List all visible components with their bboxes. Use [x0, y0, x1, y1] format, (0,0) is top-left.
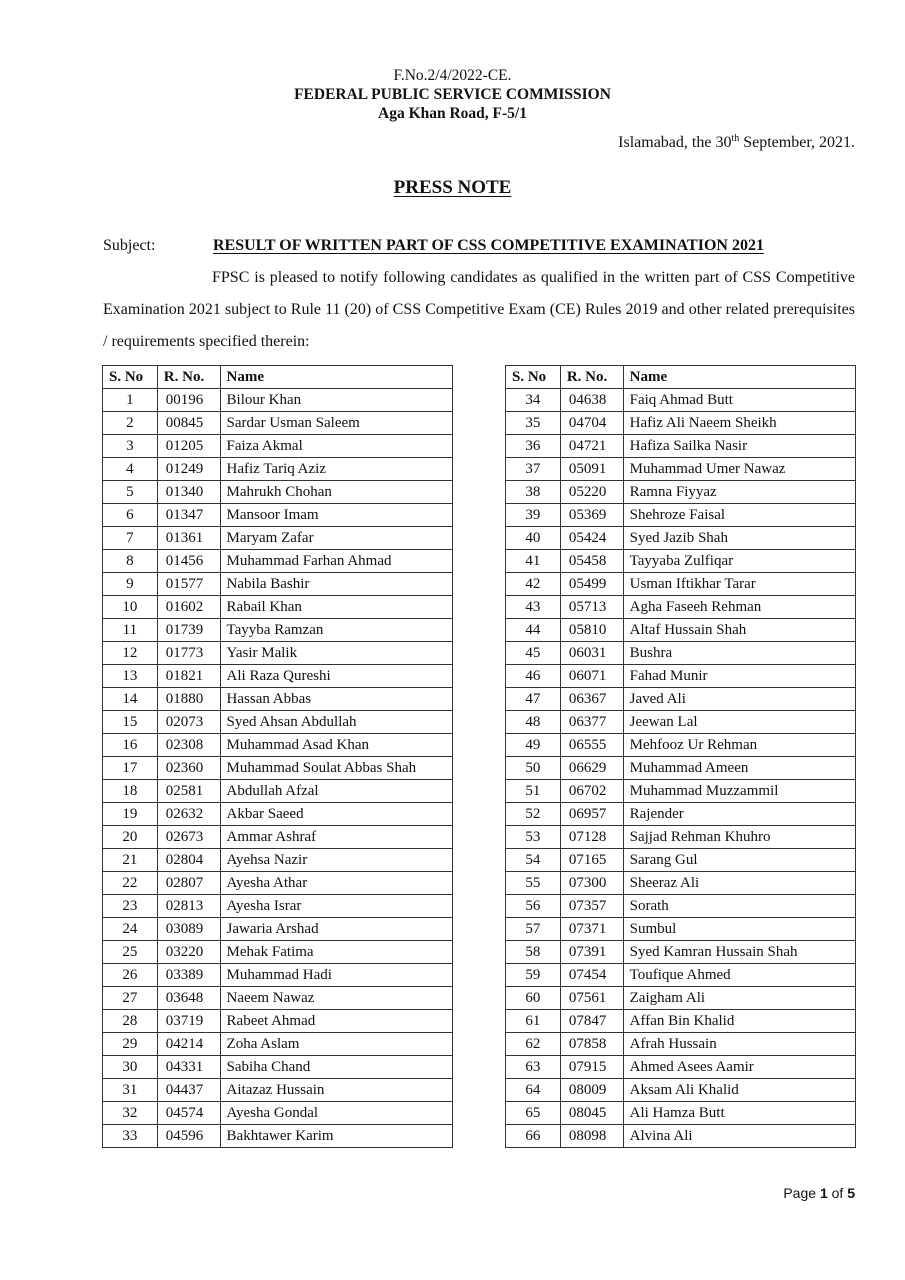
roll-no-cell: 06031 [560, 642, 623, 665]
serial-no-cell: 54 [506, 849, 561, 872]
roll-no-cell: 03648 [157, 987, 220, 1010]
table-row [506, 987, 856, 1010]
candidate-name-cell: Mahrukh Chohan [220, 481, 452, 504]
serial-no-cell: 21 [103, 849, 158, 872]
candidate-name-cell: Hafiza Sailka Nasir [623, 435, 855, 458]
table-row [103, 619, 453, 642]
roll-no-cell: 06702 [560, 780, 623, 803]
roll-no-cell: 07454 [560, 964, 623, 987]
serial-no-cell: 63 [506, 1056, 561, 1079]
roll-no-cell: 01577 [157, 573, 220, 596]
subject-label: Subject: [103, 237, 156, 254]
candidate-name-cell: Yasir Malik [220, 642, 452, 665]
serial-no-cell: 39 [506, 504, 561, 527]
roll-no-cell: 03389 [157, 964, 220, 987]
intro-paragraph: FPSC is pleased to notify following candidates as qualified in the written part of CSS Competitive Examination 2021 subject to Rule 11 (20) of CSS Competitive Exam (CE) Rules 2019 and other related prerequisites / requirements specified therein: [103, 269, 855, 350]
serial-no-cell: 15 [103, 711, 158, 734]
roll-no-cell: 02813 [157, 895, 220, 918]
candidate-name-cell: Rabail Khan [220, 596, 452, 619]
table-row [103, 642, 453, 665]
serial-no-cell: 60 [506, 987, 561, 1010]
serial-no-cell: 24 [103, 918, 158, 941]
roll-no-cell: 06377 [560, 711, 623, 734]
roll-no-cell: 07561 [560, 987, 623, 1010]
page-title [0, 177, 905, 199]
serial-no-cell: 26 [103, 964, 158, 987]
table-row [506, 757, 856, 780]
table-row [506, 619, 856, 642]
table-row [103, 849, 453, 872]
table-row [506, 872, 856, 895]
roll-no-cell: 00196 [157, 389, 220, 412]
table-row [103, 504, 453, 527]
serial-no-cell: 3 [103, 435, 158, 458]
serial-no-cell: 40 [506, 527, 561, 550]
serial-no-cell: 49 [506, 734, 561, 757]
candidate-name-cell: Syed Ahsan Abdullah [220, 711, 452, 734]
serial-no-cell: 27 [103, 987, 158, 1010]
roll-no-cell: 05091 [560, 458, 623, 481]
candidate-name-cell: Sorath [623, 895, 855, 918]
serial-no-cell: 16 [103, 734, 158, 757]
table-row [506, 504, 856, 527]
table-row [506, 550, 856, 573]
serial-no-cell: 8 [103, 550, 158, 573]
table-row [103, 435, 453, 458]
serial-no-cell: 7 [103, 527, 158, 550]
header-name: Name [623, 366, 855, 389]
serial-no-cell: 34 [506, 389, 561, 412]
roll-no-cell: 00845 [157, 412, 220, 435]
candidate-name-cell: Toufique Ahmed [623, 964, 855, 987]
serial-no-cell: 55 [506, 872, 561, 895]
candidate-name-cell: Ayesha Athar [220, 872, 452, 895]
header-roll-no: R. No. [560, 366, 623, 389]
table-row [103, 1125, 453, 1148]
roll-no-cell: 04721 [560, 435, 623, 458]
serial-no-cell: 31 [103, 1079, 158, 1102]
serial-no-cell: 9 [103, 573, 158, 596]
serial-no-cell: 50 [506, 757, 561, 780]
serial-no-cell: 56 [506, 895, 561, 918]
candidate-name-cell: Muhammad Asad Khan [220, 734, 452, 757]
roll-no-cell: 05499 [560, 573, 623, 596]
serial-no-cell: 58 [506, 941, 561, 964]
dateline-sup: th [731, 133, 740, 144]
candidate-name-cell: Syed Kamran Hussain Shah [623, 941, 855, 964]
subject-text: RESULT OF WRITTEN PART OF CSS COMPETITIVE EXAMINATION 2021 [213, 237, 764, 254]
roll-no-cell: 08009 [560, 1079, 623, 1102]
table-row [103, 481, 453, 504]
candidate-name-cell: Muhammad Muzzammil [623, 780, 855, 803]
candidate-name-cell: Sabiha Chand [220, 1056, 452, 1079]
table-header-row [103, 366, 453, 389]
table-row [103, 596, 453, 619]
candidate-name-cell: Muhammad Soulat Abbas Shah [220, 757, 452, 780]
header-name: Name [220, 366, 452, 389]
candidate-name-cell: Aitazaz Hussain [220, 1079, 452, 1102]
roll-no-cell: 01773 [157, 642, 220, 665]
table-row [103, 527, 453, 550]
candidate-name-cell: Muhammad Umer Nawaz [623, 458, 855, 481]
candidate-name-cell: Usman Iftikhar Tarar [623, 573, 855, 596]
candidate-name-cell: Javed Ali [623, 688, 855, 711]
candidate-name-cell: Agha Faseeh Rehman [623, 596, 855, 619]
candidate-name-cell: Fahad Munir [623, 665, 855, 688]
footer-current-page: 1 [819, 1185, 828, 1201]
roll-no-cell: 01739 [157, 619, 220, 642]
roll-no-cell: 02073 [157, 711, 220, 734]
roll-no-cell: 05424 [560, 527, 623, 550]
serial-no-cell: 28 [103, 1010, 158, 1033]
candidate-name-cell: Altaf Hussain Shah [623, 619, 855, 642]
candidate-name-cell: Sheeraz Ali [623, 872, 855, 895]
page-footer [783, 1185, 855, 1201]
candidate-name-cell: Ahmed Asees Aamir [623, 1056, 855, 1079]
roll-no-cell: 02360 [157, 757, 220, 780]
footer-page-word: Page [783, 1185, 820, 1201]
roll-no-cell: 07847 [560, 1010, 623, 1033]
table-row [506, 826, 856, 849]
candidate-name-cell: Jeewan Lal [623, 711, 855, 734]
serial-no-cell: 44 [506, 619, 561, 642]
candidates-table-right [505, 365, 856, 1148]
candidate-name-cell: Shehroze Faisal [623, 504, 855, 527]
candidate-name-cell: Rabeet Ahmad [220, 1010, 452, 1033]
candidate-name-cell: Muhammad Hadi [220, 964, 452, 987]
table-row [506, 1010, 856, 1033]
serial-no-cell: 14 [103, 688, 158, 711]
roll-no-cell: 04596 [157, 1125, 220, 1148]
serial-no-cell: 43 [506, 596, 561, 619]
candidate-name-cell: Maryam Zafar [220, 527, 452, 550]
serial-no-cell: 10 [103, 596, 158, 619]
organization-address: Aga Khan Road, F-5/1 [378, 105, 527, 122]
candidates-table-left [102, 365, 453, 1148]
table-row [506, 481, 856, 504]
serial-no-cell: 42 [506, 573, 561, 596]
roll-no-cell: 05220 [560, 481, 623, 504]
candidate-name-cell: Mansoor Imam [220, 504, 452, 527]
candidate-name-cell: Muhammad Farhan Ahmad [220, 550, 452, 573]
serial-no-cell: 51 [506, 780, 561, 803]
candidate-name-cell: Tayyaba Zulfiqar [623, 550, 855, 573]
serial-no-cell: 22 [103, 872, 158, 895]
table-row [103, 872, 453, 895]
header-roll-no: R. No. [157, 366, 220, 389]
table-row [506, 711, 856, 734]
roll-no-cell: 02308 [157, 734, 220, 757]
table-row [103, 458, 453, 481]
candidate-name-cell: Hafiz Tariq Aziz [220, 458, 452, 481]
roll-no-cell: 08098 [560, 1125, 623, 1148]
roll-no-cell: 04214 [157, 1033, 220, 1056]
table-header-row [506, 366, 856, 389]
roll-no-cell: 02673 [157, 826, 220, 849]
serial-no-cell: 46 [506, 665, 561, 688]
table-row [103, 918, 453, 941]
table-row [103, 780, 453, 803]
table-row [103, 803, 453, 826]
roll-no-cell: 08045 [560, 1102, 623, 1125]
roll-no-cell: 02807 [157, 872, 220, 895]
candidate-name-cell: Rajender [623, 803, 855, 826]
roll-no-cell: 02581 [157, 780, 220, 803]
serial-no-cell: 48 [506, 711, 561, 734]
table-row [103, 688, 453, 711]
table-row [103, 573, 453, 596]
candidate-name-cell: Alvina Ali [623, 1125, 855, 1148]
file-number: F.No.2/4/2022-CE. [393, 67, 512, 84]
candidate-name-cell: Sumbul [623, 918, 855, 941]
candidate-name-cell: Ammar Ashraf [220, 826, 452, 849]
roll-no-cell: 07371 [560, 918, 623, 941]
table-row [506, 596, 856, 619]
candidate-name-cell: Ali Raza Qureshi [220, 665, 452, 688]
candidate-name-cell: Faiq Ahmad Butt [623, 389, 855, 412]
table-row [506, 1033, 856, 1056]
serial-no-cell: 5 [103, 481, 158, 504]
serial-no-cell: 35 [506, 412, 561, 435]
serial-no-cell: 25 [103, 941, 158, 964]
roll-no-cell: 07915 [560, 1056, 623, 1079]
table-row [103, 826, 453, 849]
serial-no-cell: 57 [506, 918, 561, 941]
serial-no-cell: 19 [103, 803, 158, 826]
serial-no-cell: 36 [506, 435, 561, 458]
serial-no-cell: 66 [506, 1125, 561, 1148]
roll-no-cell: 05458 [560, 550, 623, 573]
footer-of-word: of [827, 1185, 848, 1201]
header-serial-no: S. No [103, 366, 158, 389]
table-row [103, 734, 453, 757]
table-row [103, 1056, 453, 1079]
candidate-name-cell: Naeem Nawaz [220, 987, 452, 1010]
candidate-name-cell: Bushra [623, 642, 855, 665]
roll-no-cell: 01361 [157, 527, 220, 550]
roll-no-cell: 06367 [560, 688, 623, 711]
table-row [506, 1056, 856, 1079]
candidate-name-cell: Sajjad Rehman Khuhro [623, 826, 855, 849]
table-row [506, 895, 856, 918]
roll-no-cell: 07165 [560, 849, 623, 872]
roll-no-cell: 06555 [560, 734, 623, 757]
table-row [506, 573, 856, 596]
candidate-name-cell: Affan Bin Khalid [623, 1010, 855, 1033]
candidate-name-cell: Faiza Akmal [220, 435, 452, 458]
serial-no-cell: 47 [506, 688, 561, 711]
table-row [506, 964, 856, 987]
table-row [506, 734, 856, 757]
serial-no-cell: 41 [506, 550, 561, 573]
serial-no-cell: 6 [103, 504, 158, 527]
serial-no-cell: 23 [103, 895, 158, 918]
candidate-name-cell: Sarang Gul [623, 849, 855, 872]
roll-no-cell: 02632 [157, 803, 220, 826]
table-row [506, 665, 856, 688]
table-row [103, 665, 453, 688]
candidate-name-cell: Muhammad Ameen [623, 757, 855, 780]
candidate-name-cell: Aksam Ali Khalid [623, 1079, 855, 1102]
table-row [506, 1102, 856, 1125]
roll-no-cell: 04638 [560, 389, 623, 412]
serial-no-cell: 30 [103, 1056, 158, 1079]
table-row [103, 389, 453, 412]
serial-no-cell: 18 [103, 780, 158, 803]
table-row [103, 1033, 453, 1056]
table-row [506, 527, 856, 550]
table-row [103, 412, 453, 435]
serial-no-cell: 45 [506, 642, 561, 665]
roll-no-cell: 04437 [157, 1079, 220, 1102]
table-row [506, 780, 856, 803]
roll-no-cell: 01340 [157, 481, 220, 504]
candidate-name-cell: Mehfooz Ur Rehman [623, 734, 855, 757]
table-row [103, 987, 453, 1010]
serial-no-cell: 13 [103, 665, 158, 688]
table-row [103, 1102, 453, 1125]
table-row [506, 688, 856, 711]
table-row [506, 1125, 856, 1148]
serial-no-cell: 38 [506, 481, 561, 504]
serial-no-cell: 62 [506, 1033, 561, 1056]
table-row [506, 642, 856, 665]
header-serial-no: S. No [506, 366, 561, 389]
roll-no-cell: 01205 [157, 435, 220, 458]
serial-no-cell: 11 [103, 619, 158, 642]
table-row [103, 757, 453, 780]
roll-no-cell: 03220 [157, 941, 220, 964]
table-row [103, 941, 453, 964]
roll-no-cell: 06071 [560, 665, 623, 688]
candidate-name-cell: Hassan Abbas [220, 688, 452, 711]
roll-no-cell: 07391 [560, 941, 623, 964]
candidate-name-cell: Abdullah Afzal [220, 780, 452, 803]
candidate-name-cell: Syed Jazib Shah [623, 527, 855, 550]
table-row [103, 964, 453, 987]
serial-no-cell: 52 [506, 803, 561, 826]
roll-no-cell: 06957 [560, 803, 623, 826]
candidate-name-cell: Ali Hamza Butt [623, 1102, 855, 1125]
serial-no-cell: 61 [506, 1010, 561, 1033]
candidate-name-cell: Zoha Aslam [220, 1033, 452, 1056]
serial-no-cell: 32 [103, 1102, 158, 1125]
candidate-name-cell: Ramna Fiyyaz [623, 481, 855, 504]
table-row [506, 918, 856, 941]
dateline-suffix: September, 2021. [739, 134, 855, 151]
table-row [103, 550, 453, 573]
roll-no-cell: 04331 [157, 1056, 220, 1079]
organization-name: FEDERAL PUBLIC SERVICE COMMISSION [294, 86, 611, 103]
roll-no-cell: 07858 [560, 1033, 623, 1056]
roll-no-cell: 05369 [560, 504, 623, 527]
table-row [103, 1010, 453, 1033]
serial-no-cell: 17 [103, 757, 158, 780]
candidate-name-cell: Tayyba Ramzan [220, 619, 452, 642]
candidate-name-cell: Bakhtawer Karim [220, 1125, 452, 1148]
table-row [506, 435, 856, 458]
candidate-name-cell: Hafiz Ali Naeem Sheikh [623, 412, 855, 435]
table-row [506, 458, 856, 481]
roll-no-cell: 05713 [560, 596, 623, 619]
serial-no-cell: 37 [506, 458, 561, 481]
roll-no-cell: 01880 [157, 688, 220, 711]
dateline-prefix: Islamabad, the 30 [618, 134, 732, 151]
serial-no-cell: 59 [506, 964, 561, 987]
candidate-name-cell: Akbar Saeed [220, 803, 452, 826]
table-row [506, 389, 856, 412]
roll-no-cell: 04574 [157, 1102, 220, 1125]
roll-no-cell: 06629 [560, 757, 623, 780]
table-row [103, 1079, 453, 1102]
table-row [506, 412, 856, 435]
roll-no-cell: 04704 [560, 412, 623, 435]
roll-no-cell: 07300 [560, 872, 623, 895]
table-row [506, 849, 856, 872]
dateline [618, 134, 855, 152]
serial-no-cell: 12 [103, 642, 158, 665]
roll-no-cell: 05810 [560, 619, 623, 642]
table-row [103, 711, 453, 734]
serial-no-cell: 33 [103, 1125, 158, 1148]
table-row [506, 803, 856, 826]
roll-no-cell: 01249 [157, 458, 220, 481]
roll-no-cell: 03719 [157, 1010, 220, 1033]
table-row [506, 941, 856, 964]
footer-total-pages: 5 [847, 1185, 855, 1201]
serial-no-cell: 1 [103, 389, 158, 412]
candidate-name-cell: Mehak Fatima [220, 941, 452, 964]
candidate-name-cell: Afrah Hussain [623, 1033, 855, 1056]
table-row [103, 895, 453, 918]
candidate-name-cell: Ayesha Israr [220, 895, 452, 918]
table-row [506, 1079, 856, 1102]
roll-no-cell: 01821 [157, 665, 220, 688]
candidate-name-cell: Sardar Usman Saleem [220, 412, 452, 435]
serial-no-cell: 4 [103, 458, 158, 481]
serial-no-cell: 64 [506, 1079, 561, 1102]
serial-no-cell: 2 [103, 412, 158, 435]
roll-no-cell: 03089 [157, 918, 220, 941]
roll-no-cell: 01456 [157, 550, 220, 573]
roll-no-cell: 07128 [560, 826, 623, 849]
roll-no-cell: 01347 [157, 504, 220, 527]
candidate-name-cell: Bilour Khan [220, 389, 452, 412]
candidate-name-cell: Ayesha Gondal [220, 1102, 452, 1125]
serial-no-cell: 65 [506, 1102, 561, 1125]
roll-no-cell: 01602 [157, 596, 220, 619]
candidate-name-cell: Jawaria Arshad [220, 918, 452, 941]
serial-no-cell: 53 [506, 826, 561, 849]
roll-no-cell: 07357 [560, 895, 623, 918]
serial-no-cell: 29 [103, 1033, 158, 1056]
candidate-name-cell: Ayehsa Nazir [220, 849, 452, 872]
roll-no-cell: 02804 [157, 849, 220, 872]
candidate-name-cell: Zaigham Ali [623, 987, 855, 1010]
page-title-text: PRESS NOTE [393, 177, 512, 198]
serial-no-cell: 20 [103, 826, 158, 849]
candidate-name-cell: Nabila Bashir [220, 573, 452, 596]
